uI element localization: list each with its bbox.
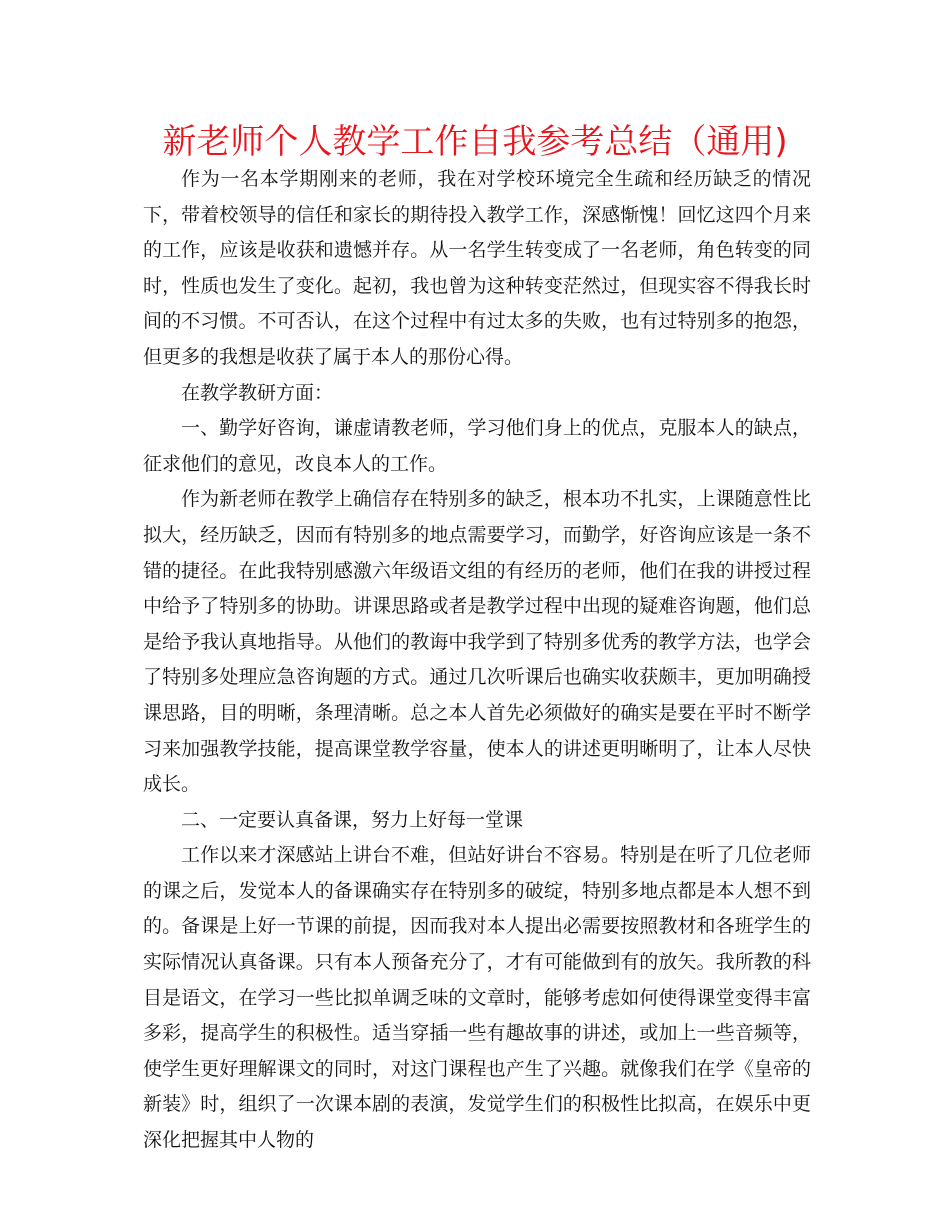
document-body: [143, 162, 811, 1159]
paragraph-section-heading: 在教学教研方面：: [181, 381, 334, 404]
paragraph-point-one-detail: 作为新老师在教学上确信存在特别多的缺乏，根本功不扎实，上课随意性比拟大，经历缺乏，因而有特别多的地点需要学习，而勤学，好咨询应该是一条不错的捷径。在此我特别感激六年级语文组的有经历的老师，他们在我的讲授过程中给予了特别多的协助。讲课思路或者是教学过程中出现的疑难咨询题，他们总是给予我认真地指导。从他们的教诲中我学到了特别多优秀的教学方法，也学会了特别多处理应急咨询题的方式。通过几次听课后也确实收获颇丰，更加明确授课思路，目的明晰，条理清晰。总之本人首先必须做好的确实是要在平时不断学习来加强教学技能，提高课堂教学容量，使本人的讲述更明晰明了，让本人尽快成长。: [143, 488, 811, 796]
document-title: 新老师个人教学工作自我参考总结（通用): [162, 122, 788, 162]
paragraph-point-one: 一、勤学好咨询，谦虚请教老师，学习他们身上的优点，克服本人的缺点，征求他们的意见，改良本人的工作。: [143, 417, 811, 475]
paragraph-point-two-detail: 工作以来才深感站上讲台不难，但站好讲台不容易。特别是在听了几位老师的课之后，发觉本人的备课确实存在特别多的破绽，特别多地点都是本人想不到的。备课是上好一节课的前提，因而我对本人提出必需要按照教材和各班学生的实际情况认真备课。只有本人预备充分了，才有可能做到有的放矢。我所教的科目是语文，在学习一些比拟单调乏味的文章时，能够考虑如何使得课堂变得丰富多彩，提高学生的积极性。适当穿插一些有趣故事的讲述，或加上一些音频等，使学生更好理解课文的同时，对这门课程也产生了兴趣。就像我们在学《皇帝的新装》时，组织了一次课本剧的表演，发觉学生们的积极性比拟高，在娱乐中更深化把握其中人物的: [143, 844, 811, 1152]
paragraph-point-two: 二、一定要认真备课，努力上好每一堂课: [181, 808, 524, 831]
paragraph-intro: 作为一名本学期刚来的老师，我在对学校环境完全生疏和经历缺乏的情况下，带着校领导的信任和家长的期待投入教学工作，深感惭愧！回忆这四个月来的工作，应该是收获和遗憾并存。从一名学生转变成了一名老师，角色转变的同时，性质也发生了变化。起初，我也曾为这种转变茫然过，但现实容不得我长时间的不习惯。不可否认，在这个过程中有过太多的失败，也有过特别多的抱怨，但更多的我想是收获了属于本人的那份心得。: [143, 168, 811, 368]
